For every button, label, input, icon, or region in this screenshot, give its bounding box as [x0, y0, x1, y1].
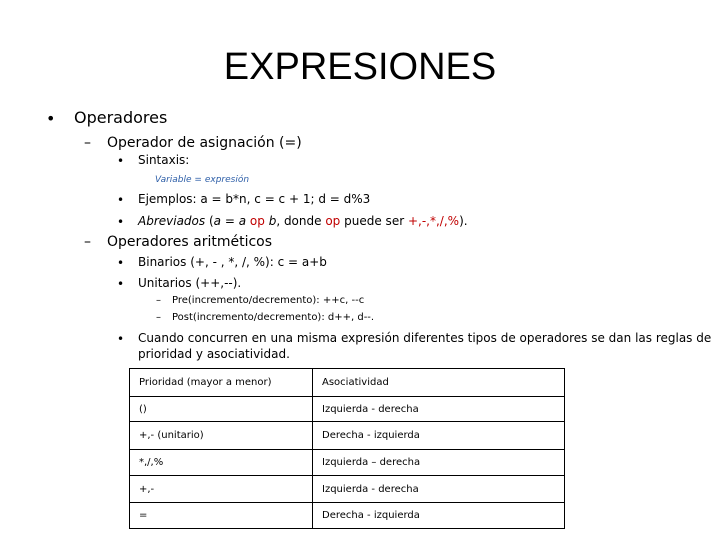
abreviados-op: op — [249, 214, 265, 228]
sintaxis-example: Variable = expresión — [155, 175, 250, 185]
bullet-marker: • — [117, 193, 125, 207]
item-pre: Pre(incremento/decremento): ++c, --c — [172, 295, 365, 306]
sub-operador-asignacion: Operador de asignación (=) — [107, 135, 302, 151]
bullet-marker: • — [117, 215, 125, 229]
item-concurren-line1: Cuando concurren en una misma expresión diferentes tipos de operadores se dan las reglas de — [138, 331, 712, 345]
table-cell: = — [130, 503, 313, 529]
bullet-marker: • — [117, 277, 125, 291]
table-cell: Izquierda - derecha — [313, 476, 565, 503]
table-cell: Izquierda - derecha — [313, 397, 565, 422]
item-sintaxis: Sintaxis: — [138, 153, 190, 167]
item-abreviados — [138, 213, 468, 229]
sub-operadores-aritmeticos: Operadores aritméticos — [107, 234, 273, 250]
bullet-marker: • — [46, 109, 56, 128]
table-cell: Izquierda – derecha — [313, 450, 565, 476]
abreviados-label: Abreviados — [138, 214, 206, 228]
table-cell: Derecha - izquierda — [313, 422, 565, 450]
abreviados-open: ( — [208, 214, 214, 228]
abreviados-b: b — [268, 214, 277, 228]
table-row — [130, 503, 565, 529]
abreviados-close: ). — [459, 214, 468, 228]
item-concurren-line2: prioridad y asociatividad. — [138, 347, 290, 361]
slide-title: EXPRESIONES — [223, 46, 497, 88]
abreviados-a: a = a — [213, 214, 247, 228]
bullet-marker: • — [117, 154, 125, 168]
bullet-marker: • — [117, 256, 125, 270]
item-binarios: Binarios (+, - , *, /, %): c = a+b — [138, 255, 327, 269]
table-cell: *,/,% — [130, 450, 313, 476]
dash-marker: – — [84, 234, 91, 250]
table-cell: Derecha - izquierda — [313, 503, 565, 529]
priority-table — [129, 368, 565, 529]
bullet-operadores: Operadores — [74, 108, 168, 127]
abreviados-op2: op — [325, 214, 341, 228]
table-row — [130, 422, 565, 450]
table-header-cell: Asociatividad — [313, 369, 565, 397]
dash-marker: – — [156, 295, 161, 306]
dash-marker: – — [84, 135, 91, 151]
abreviados-mid: , donde — [276, 214, 322, 228]
table-cell: +,- — [130, 476, 313, 503]
table-cell: () — [130, 397, 313, 422]
item-ejemplos: Ejemplos: a = b*n, c = c + 1; d = d%3 — [138, 192, 371, 206]
table-header-row — [130, 369, 565, 397]
item-unitarios: Unitarios (++,--). — [138, 276, 242, 290]
dash-marker: – — [156, 312, 161, 323]
table-cell: +,- (unitario) — [130, 422, 313, 450]
table-row — [130, 450, 565, 476]
table-row — [130, 397, 565, 422]
bullet-marker: • — [117, 332, 125, 346]
abreviados-ops: +,-,*,/,% — [407, 214, 460, 228]
table-header-cell: Prioridad (mayor a menor) — [130, 369, 313, 397]
table-row — [130, 476, 565, 503]
abreviados-rest: puede ser — [344, 214, 405, 228]
item-post: Post(incremento/decremento): d++, d--. — [172, 312, 375, 323]
